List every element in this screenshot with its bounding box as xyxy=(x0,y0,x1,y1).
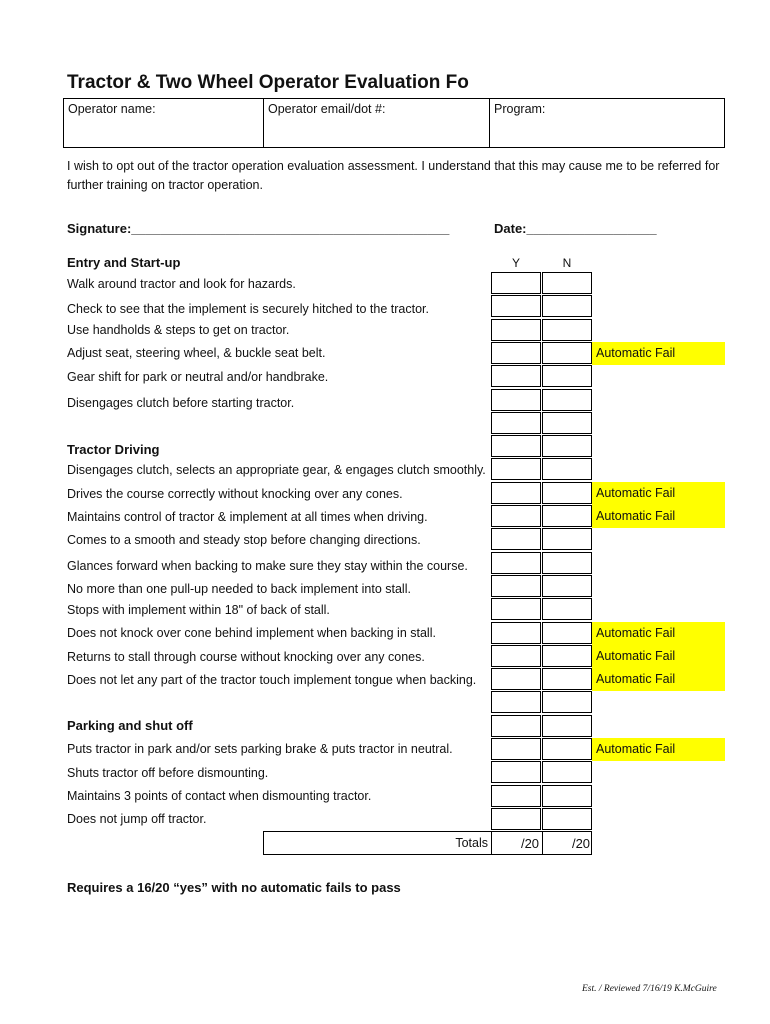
item-engage-clutch-smoothly: Disengages clutch, selects an appropriate gear, & engages clutch smoothly. xyxy=(67,463,486,477)
total-yes[interactable]: /20 xyxy=(520,836,540,851)
item-adjust-seat: Adjust seat, steering wheel, & buckle seat belt. xyxy=(67,346,326,360)
checkbox-n-row-12[interactable] xyxy=(542,528,592,550)
column-header-yes: Y xyxy=(511,256,520,270)
automatic-fail-no-touch-tongue: Automatic Fail xyxy=(592,668,725,691)
checkbox-y-row-12[interactable] xyxy=(491,528,541,550)
item-gear-shift: Gear shift for park or neutral and/or handbrake. xyxy=(67,370,329,384)
item-return-to-stall: Returns to stall through course without knocking over any cones. xyxy=(67,650,425,664)
checkbox-n-row-10[interactable] xyxy=(542,482,592,504)
checkbox-n-row-1[interactable] xyxy=(542,272,592,294)
checkbox-y-row-8[interactable] xyxy=(491,435,541,457)
date-line[interactable]: Date:__________________ xyxy=(494,221,657,236)
checkbox-n-row-21[interactable] xyxy=(542,738,592,760)
checkbox-y-row-2[interactable] xyxy=(491,295,541,317)
automatic-fail-return-to-stall: Automatic Fail xyxy=(592,645,725,668)
checkbox-y-row-23[interactable] xyxy=(491,785,541,807)
checkbox-y-row-11[interactable] xyxy=(491,505,541,527)
program-field[interactable] xyxy=(490,99,724,147)
item-implement-hitched: Check to see that the implement is securely hitched to the tractor. xyxy=(67,302,429,316)
checkbox-n-row-13[interactable] xyxy=(542,552,592,574)
operator-email-field[interactable] xyxy=(264,99,490,147)
checkbox-n-row-23[interactable] xyxy=(542,785,592,807)
operator-name-field[interactable] xyxy=(64,99,264,147)
section-entry-startup: Entry and Start-up xyxy=(67,255,181,270)
checkbox-n-row-16[interactable] xyxy=(542,622,592,644)
checkbox-n-row-11[interactable] xyxy=(542,505,592,527)
item-glance-forward: Glances forward when backing to make sure they stay within the course. xyxy=(67,559,468,573)
operator-name-label: Operator name: xyxy=(68,102,156,116)
checkbox-n-row-6[interactable] xyxy=(542,389,592,411)
checkbox-y-row-10[interactable] xyxy=(491,482,541,504)
revision-footer: Est. / Reviewed 7/16/19 K.McGuire xyxy=(582,984,717,994)
checkbox-n-row-7[interactable] xyxy=(542,412,592,434)
checkbox-n-row-24[interactable] xyxy=(542,808,592,830)
section-tractor-driving: Tractor Driving xyxy=(67,442,160,457)
checkbox-y-row-5[interactable] xyxy=(491,365,541,387)
operator-info-box xyxy=(63,98,725,148)
item-use-handholds: Use handholds & steps to get on tractor. xyxy=(67,323,290,337)
checkbox-y-row-9[interactable] xyxy=(491,458,541,480)
checkbox-y-row-21[interactable] xyxy=(491,738,541,760)
item-park-brake: Puts tractor in park and/or sets parking brake & puts tractor in neutral. xyxy=(67,742,453,756)
checkbox-y-row-17[interactable] xyxy=(491,645,541,667)
item-shut-off: Shuts tractor off before dismounting. xyxy=(67,766,269,780)
item-no-jump: Does not jump off tractor. xyxy=(67,812,207,826)
signature-line[interactable]: Signature:____________________________________________ xyxy=(67,221,450,236)
checkbox-n-row-4[interactable] xyxy=(542,342,592,364)
item-disengage-clutch-start: Disengages clutch before starting tractor. xyxy=(67,396,295,410)
checkbox-n-row-18[interactable] xyxy=(542,668,592,690)
checkbox-y-row-1[interactable] xyxy=(491,272,541,294)
item-no-touch-tongue: Does not let any part of the tractor touch implement tongue when backing. xyxy=(67,673,477,687)
item-walk-around: Walk around tractor and look for hazards. xyxy=(67,277,296,291)
checkbox-n-row-19[interactable] xyxy=(542,691,592,713)
item-smooth-stop: Comes to a smooth and steady stop before changing directions. xyxy=(67,533,421,547)
totals-label: Totals xyxy=(455,836,488,850)
checkbox-y-row-14[interactable] xyxy=(491,575,541,597)
automatic-fail-park-brake: Automatic Fail xyxy=(592,738,725,761)
checkbox-y-row-4[interactable] xyxy=(491,342,541,364)
item-three-points: Maintains 3 points of contact when dismounting tractor. xyxy=(67,789,372,803)
checkbox-y-row-15[interactable] xyxy=(491,598,541,620)
automatic-fail-no-cone-behind: Automatic Fail xyxy=(592,622,725,645)
item-stop-within-18: Stops with implement within 18" of back of stall. xyxy=(67,603,330,617)
section-parking-shutoff: Parking and shut off xyxy=(67,718,193,733)
program-label: Program: xyxy=(494,102,546,116)
checkbox-n-row-20[interactable] xyxy=(542,715,592,737)
optout-statement: I wish to opt out of the tractor operation evaluation assessment. I understand that this may cause me to be referred for further training on tractor operation. xyxy=(67,159,720,192)
checkbox-y-row-6[interactable] xyxy=(491,389,541,411)
checkbox-n-row-22[interactable] xyxy=(542,761,592,783)
checkbox-y-row-24[interactable] xyxy=(491,808,541,830)
column-header-no: N xyxy=(562,256,572,270)
item-one-pullup: No more than one pull-up needed to back implement into stall. xyxy=(67,582,411,596)
automatic-fail-adjust-seat: Automatic Fail xyxy=(592,342,725,365)
checkbox-n-row-9[interactable] xyxy=(542,458,592,480)
automatic-fail-drive-course: Automatic Fail xyxy=(592,482,725,505)
checkbox-n-row-5[interactable] xyxy=(542,365,592,387)
checkbox-y-row-3[interactable] xyxy=(491,319,541,341)
checkbox-y-row-7[interactable] xyxy=(491,412,541,434)
checkbox-n-row-14[interactable] xyxy=(542,575,592,597)
automatic-fail-maintain-control: Automatic Fail xyxy=(592,505,725,528)
checkbox-y-row-18[interactable] xyxy=(491,668,541,690)
checkbox-n-row-15[interactable] xyxy=(542,598,592,620)
total-no[interactable]: /20 xyxy=(571,836,591,851)
item-drive-course: Drives the course correctly without knocking over any cones. xyxy=(67,487,403,501)
item-no-cone-behind: Does not knock over cone behind implement when backing in stall. xyxy=(67,626,436,640)
checkbox-y-row-13[interactable] xyxy=(491,552,541,574)
checkbox-y-row-22[interactable] xyxy=(491,761,541,783)
item-maintain-control: Maintains control of tractor & implement at all times when driving. xyxy=(67,510,428,524)
operator-email-label: Operator email/dot #: xyxy=(268,102,386,116)
checkbox-y-row-19[interactable] xyxy=(491,691,541,713)
checkbox-y-row-16[interactable] xyxy=(491,622,541,644)
checkbox-n-row-3[interactable] xyxy=(542,319,592,341)
checkbox-n-row-17[interactable] xyxy=(542,645,592,667)
checkbox-y-row-20[interactable] xyxy=(491,715,541,737)
form-title: Tractor & Two Wheel Operator Evaluation Fo xyxy=(67,72,469,93)
pass-requirement: Requires a 16/20 “yes” with no automatic fails to pass xyxy=(67,880,401,895)
checkbox-n-row-2[interactable] xyxy=(542,295,592,317)
checkbox-n-row-8[interactable] xyxy=(542,435,592,457)
